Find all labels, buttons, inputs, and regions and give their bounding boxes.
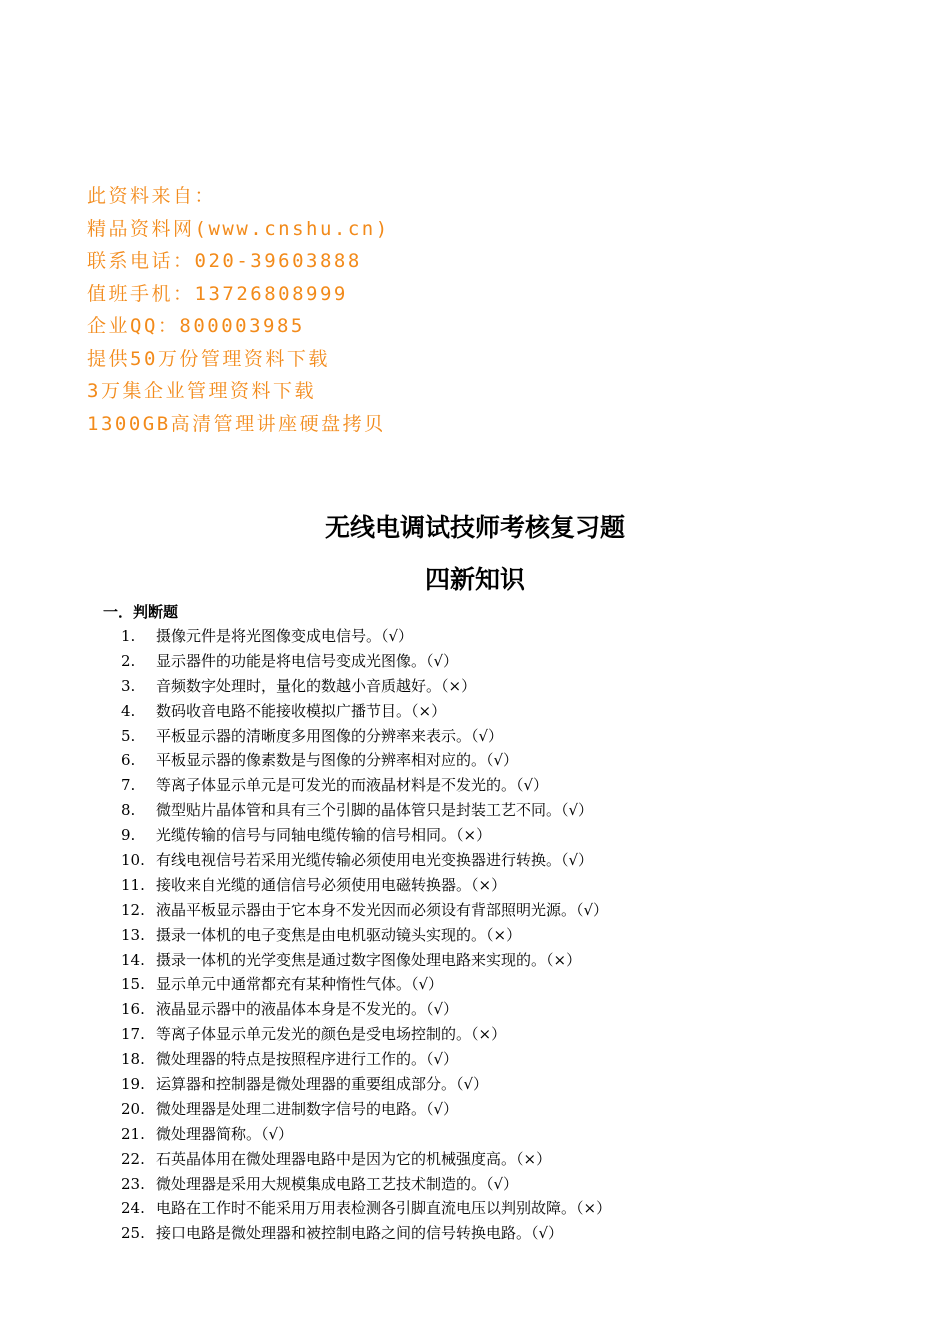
- question-number: 4.: [121, 701, 136, 720]
- question-number: 9.: [121, 826, 136, 845]
- promo-line: 1300GB高清管理讲座硬盘拷贝: [87, 412, 386, 435]
- question-item: [121, 948, 611, 973]
- question-number: 21.: [121, 1124, 145, 1143]
- question-item: [121, 923, 611, 948]
- question-item: [121, 1147, 611, 1172]
- promo-block: [87, 180, 390, 440]
- question-text: 接收来自光缆的通信信号必须使用电磁转换器。（×）: [156, 875, 507, 894]
- question-item: [121, 773, 611, 798]
- question-text: 石英晶体用在微处理器电路中是因为它的机械强度高。（×）: [156, 1149, 552, 1168]
- question-number: 1.: [121, 627, 136, 645]
- question-text: 电路在工作时不能采用万用表检测各引脚直流电压以判别故障。（×）: [156, 1199, 612, 1218]
- promo-line: 值班手机：13726808999: [87, 282, 348, 305]
- question-text: 显示器件的功能是将电信号变成光图像。（√）: [156, 651, 459, 670]
- question-number: 16.: [121, 1000, 145, 1019]
- question-item: [121, 873, 611, 898]
- promo-line: 企业QQ：800003985: [87, 315, 305, 337]
- document-title: 无线电调试技师考核复习题: [324, 513, 625, 542]
- promo-line: 3万集企业管理资料下载: [87, 380, 316, 402]
- question-text: 摄录一体机的光学变焦是通过数字图像处理电路来实现的。（×）: [156, 950, 582, 969]
- question-text: 有线电视信号若采用光缆传输必须使用电光变换器进行转换。（√）: [156, 851, 594, 870]
- question-item: [121, 1047, 611, 1072]
- question-text: 音频数字处理时，量化的数越小音质越好。（×）: [156, 676, 477, 695]
- question-number: 5.: [121, 726, 136, 745]
- question-item: [121, 1022, 611, 1047]
- section-heading: 一．判断题: [103, 603, 179, 621]
- question-text: 等离子体显示单元发光的颜色是受电场控制的。（×）: [156, 1025, 507, 1044]
- question-number: 8.: [121, 801, 136, 820]
- question-text: 微处理器是处理二进制数字信号的电路。（√）: [156, 1099, 459, 1118]
- question-number: 14.: [121, 950, 145, 969]
- question-text: 微处理器简称。（√）: [156, 1124, 294, 1143]
- question-list: [121, 624, 611, 1246]
- question-number: 13.: [121, 925, 145, 944]
- question-item: [121, 997, 611, 1022]
- question-item: [121, 848, 611, 873]
- question-text: 平板显示器的像素数是与图像的分辨率相对应的。（√）: [156, 751, 519, 770]
- question-number: 15.: [121, 975, 145, 994]
- question-item: [121, 699, 611, 724]
- question-item: [121, 1072, 611, 1097]
- question-item: [121, 1196, 611, 1221]
- question-number: 11.: [121, 875, 145, 894]
- question-text: 数码收音电路不能接收模拟广播节目。（×）: [156, 701, 447, 720]
- question-item: [121, 972, 611, 997]
- question-item: [121, 674, 611, 699]
- question-number: 17.: [121, 1025, 145, 1044]
- question-number: 7.: [121, 776, 136, 795]
- question-item: [121, 1221, 611, 1246]
- question-item: [121, 1122, 611, 1147]
- question-text: 光缆传输的信号与同轴电缆传输的信号相同。（×）: [156, 826, 492, 845]
- question-text: 微处理器是采用大规模集成电路工艺技术制造的。（√）: [156, 1174, 519, 1193]
- question-item: [121, 649, 611, 674]
- promo-line: 联系电话：020-39603888: [87, 250, 362, 272]
- question-text: 微处理器的特点是按照程序进行工作的。（√）: [156, 1050, 459, 1069]
- question-item: [121, 748, 611, 773]
- promo-line: 此资料来自：: [87, 185, 217, 207]
- question-number: 24.: [121, 1199, 145, 1218]
- question-number: 19.: [121, 1075, 145, 1094]
- question-item: [121, 724, 611, 749]
- question-number: 10.: [121, 851, 145, 870]
- question-item: [121, 1097, 611, 1122]
- question-number: 18.: [121, 1050, 145, 1069]
- question-number: 3.: [121, 676, 136, 695]
- question-text: 显示单元中通常都充有某种惰性气体。（√）: [156, 975, 444, 994]
- question-text: 液晶平板显示器由于它本身不发光因而必须设有背部照明光源。（√）: [156, 900, 609, 919]
- question-number: 23.: [121, 1174, 145, 1193]
- question-text: 摄像元件是将光图像变成电信号。（√）: [156, 627, 414, 645]
- question-item: [121, 1172, 611, 1197]
- question-number: 25.: [121, 1224, 145, 1243]
- document-subtitle: 四新知识: [424, 565, 525, 594]
- question-item: [121, 898, 611, 923]
- question-text: 摄录一体机的电子变焦是由电机驱动镜头实现的。（×）: [156, 925, 522, 944]
- promo-line: 提供50万份管理资料下载: [87, 347, 330, 370]
- question-text: 等离子体显示单元是可发光的而液晶材料是不发光的。（√）: [156, 776, 549, 795]
- question-text: 接口电路是微处理器和被控制电路之间的信号转换电路。（√）: [156, 1224, 564, 1243]
- question-number: 22.: [121, 1149, 145, 1168]
- question-text: 微型贴片晶体管和具有三个引脚的晶体管只是封装工艺不同。（√）: [156, 801, 594, 820]
- promo-line: 精品资料网(www.cnshu.cn): [87, 217, 390, 240]
- question-text: 运算器和控制器是微处理器的重要组成部分。（√）: [156, 1075, 489, 1094]
- question-item: [121, 798, 611, 823]
- question-item: [121, 624, 611, 649]
- question-text: 液晶显示器中的液晶体本身是不发光的。（√）: [156, 1000, 459, 1019]
- question-number: 20.: [121, 1099, 145, 1118]
- question-text: 平板显示器的清晰度多用图像的分辨率来表示。（√）: [156, 726, 504, 745]
- question-number: 12.: [121, 900, 145, 919]
- question-item: [121, 823, 611, 848]
- question-number: 2.: [121, 651, 136, 670]
- question-number: 6.: [121, 751, 136, 770]
